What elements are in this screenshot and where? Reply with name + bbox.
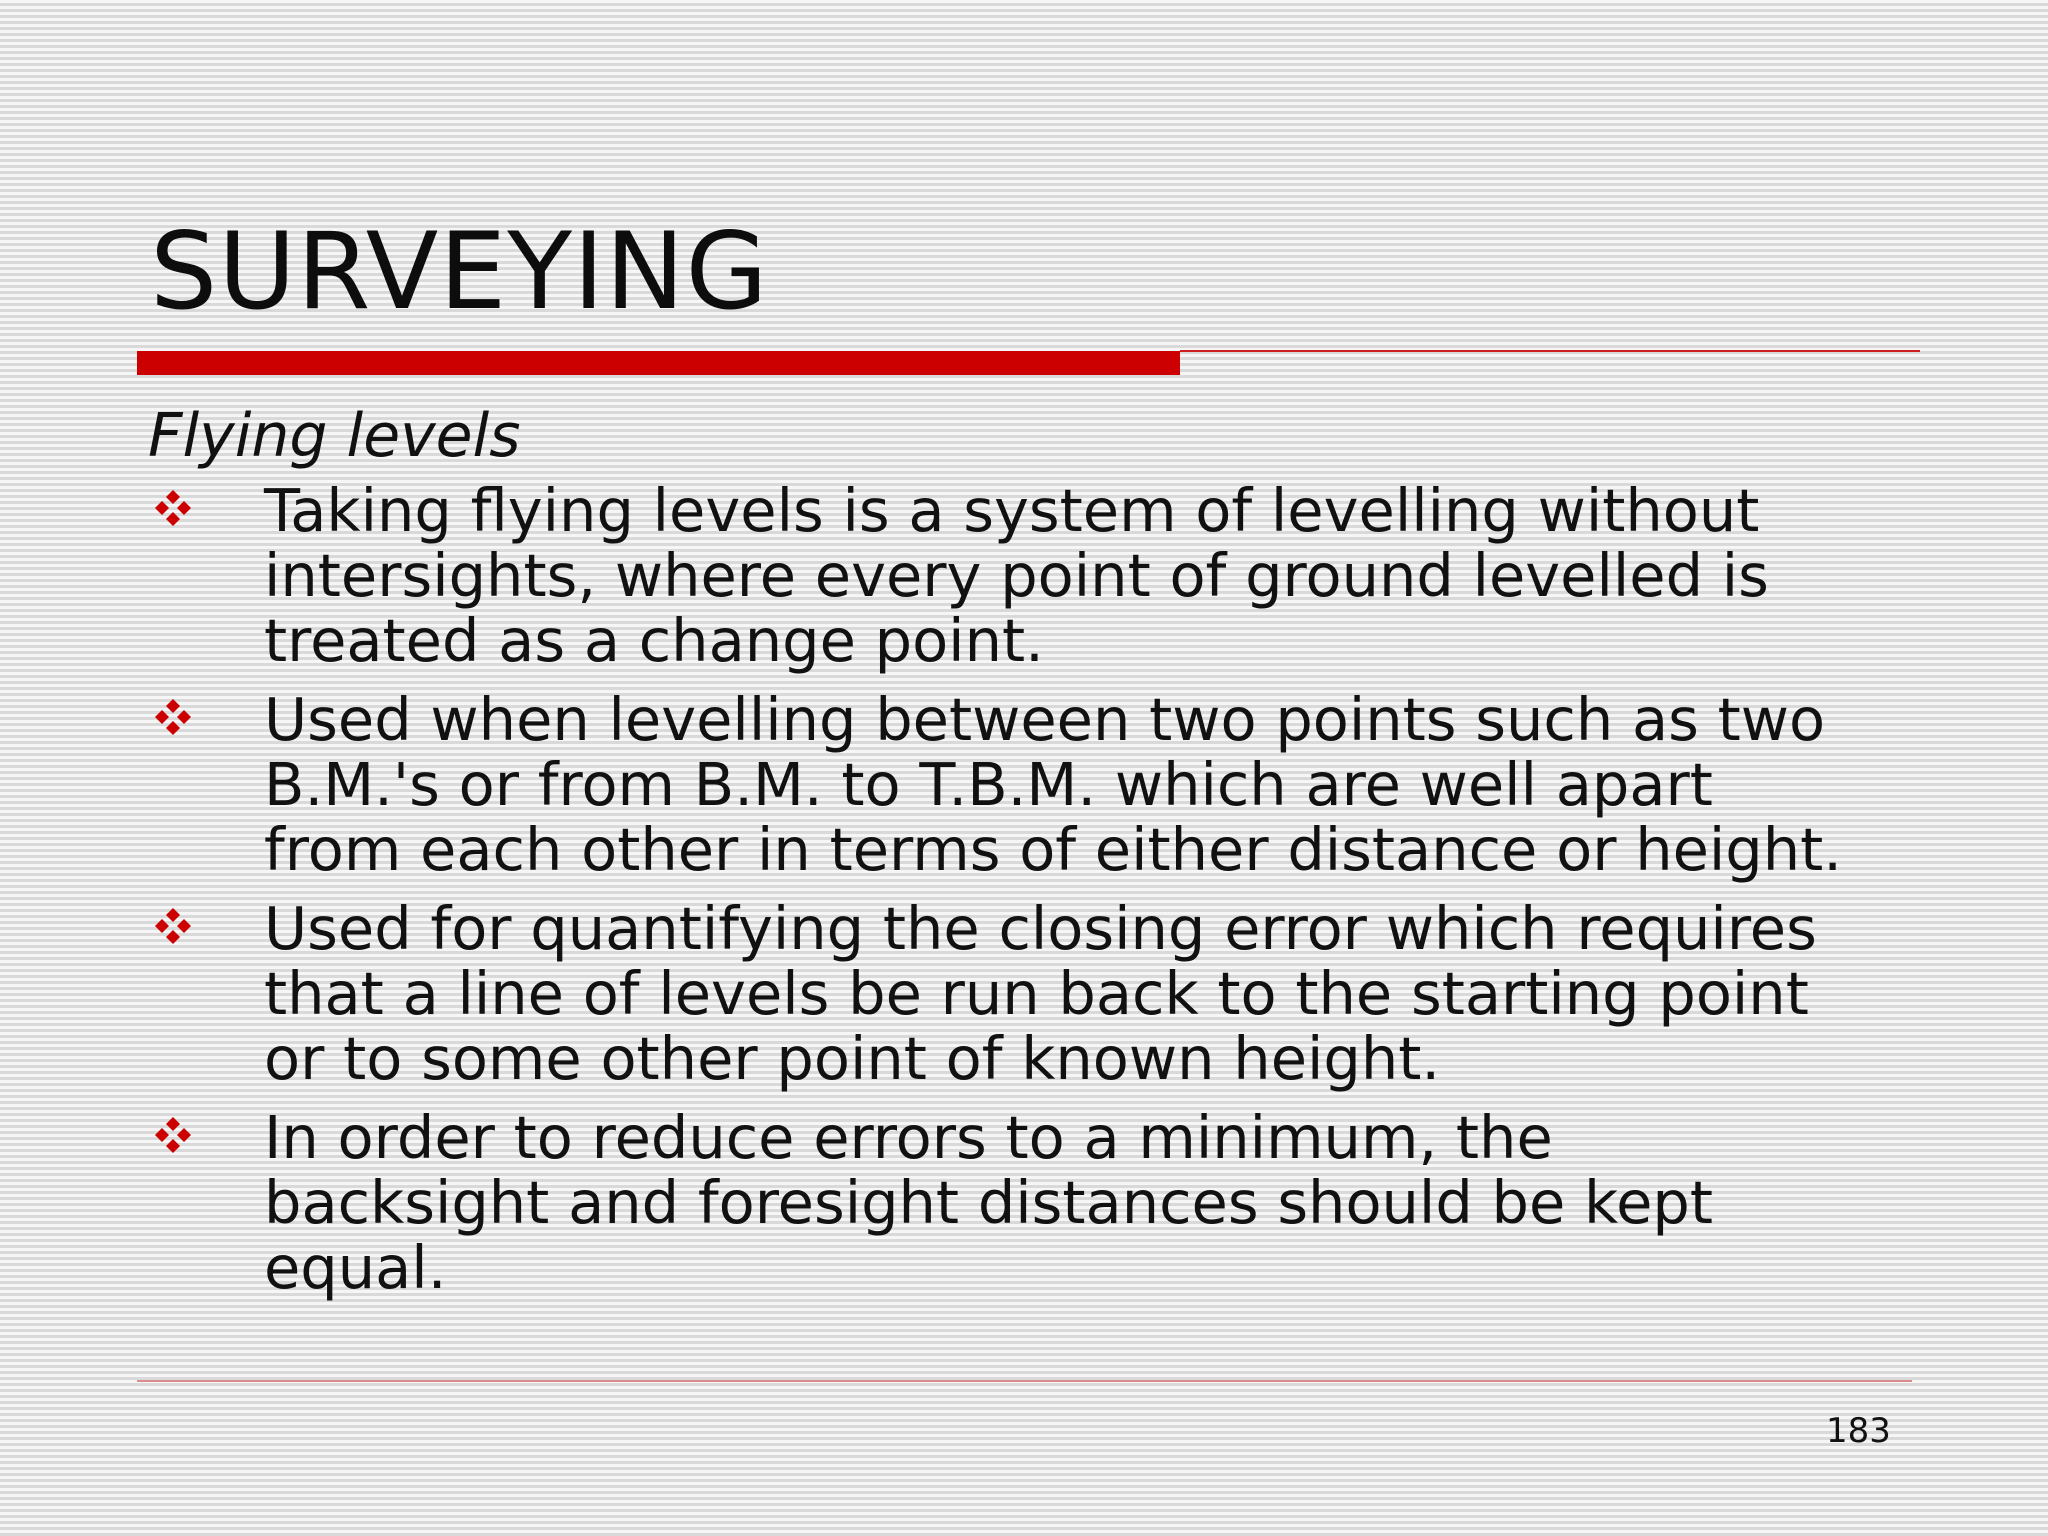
four-diamond-bullet-icon: [153, 906, 193, 946]
bullet-item: [0, 687, 1904, 882]
four-diamond-bullet-icon: [153, 488, 193, 528]
footer-divider: [137, 1380, 1912, 1382]
page-number: 183: [1826, 1411, 1891, 1451]
bullet-text: Used for quantifying the closing error which requires that a line of levels be run back to the starting point or to some other point of known height.: [264, 894, 1817, 1093]
bullet-text: In order to reduce errors to a minimum, the backsight and foresight distances should be kept equal.: [264, 1103, 1713, 1302]
slide-subtitle: Flying levels: [148, 401, 521, 471]
bullet-item: [0, 896, 1904, 1091]
bullet-text: Taking flying levels is a system of levelling without intersights, where every point of ground levelled is treated as a change point.: [264, 476, 1769, 675]
bullet-list: [0, 478, 2048, 1314]
bullet-text: Used when levelling between two points such as two B.M.'s or from B.M. to T.B.M. which are well apart from each other in terms of either distance or height.: [264, 685, 1843, 884]
title-underline-thick: [137, 351, 1180, 375]
four-diamond-bullet-icon: [153, 1115, 193, 1155]
title-underline-thin: [1180, 350, 1920, 352]
slide-title: SURVEYING: [150, 210, 769, 333]
bullet-item: [0, 1105, 1904, 1300]
four-diamond-bullet-icon: [153, 697, 193, 737]
bullet-item: [0, 478, 1904, 673]
